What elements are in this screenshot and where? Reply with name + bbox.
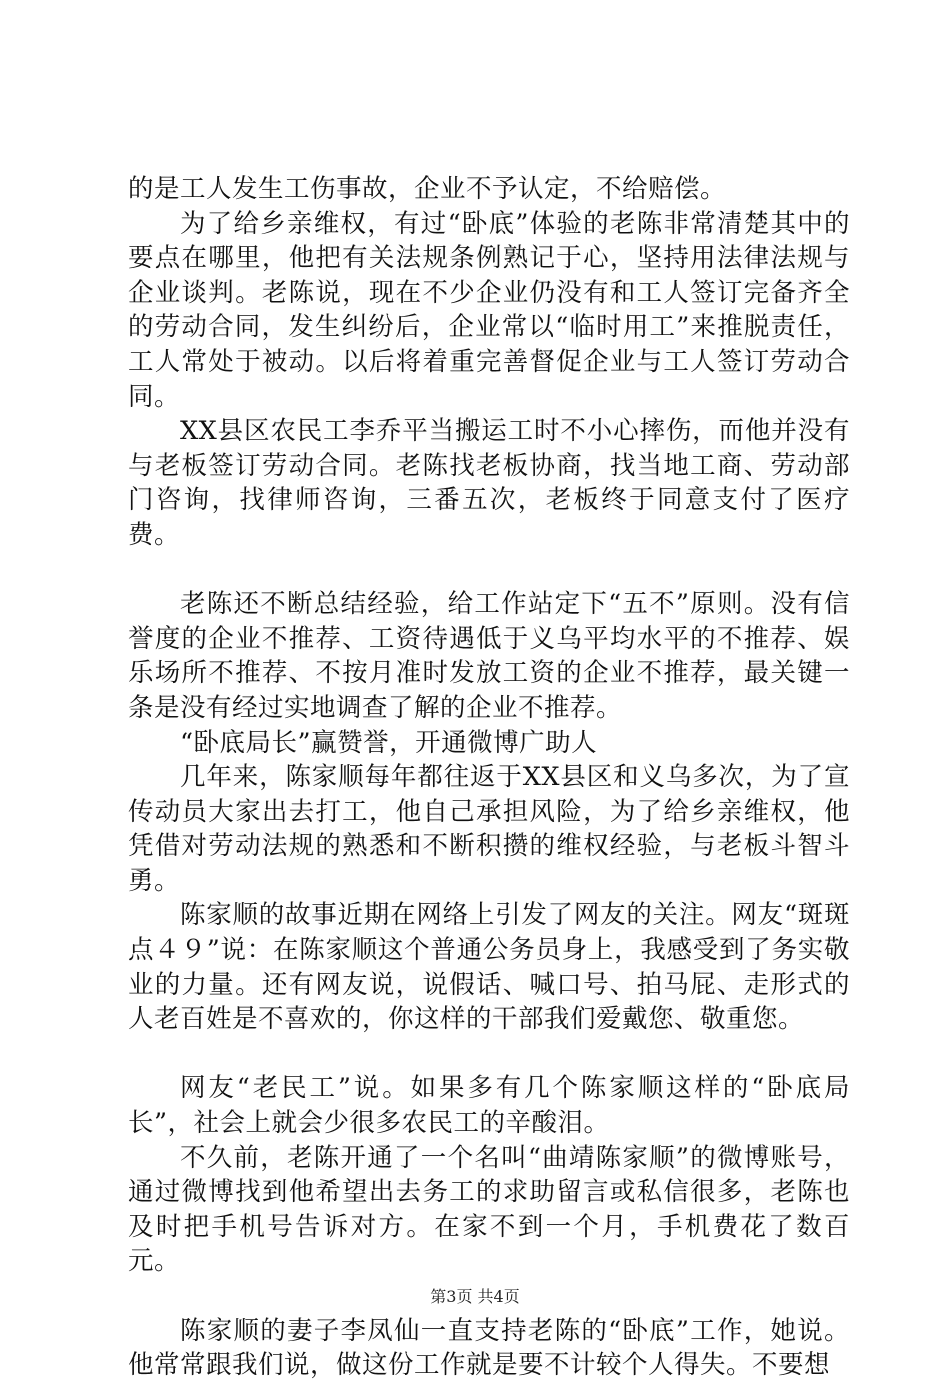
paragraph-wife-support: 陈家顺的妻子李凤仙一直支持老陈的“卧底”工作，她说。他常常跟我们说，做这份工作就是要不计较个人得失。不要想 [128,1315,850,1381]
paragraph-old-migrant-worker: 网友“老民工”说。如果多有几个陈家顺这样的“卧底局长”，社会上就会少很多农民工的辛酸泪。 [128,1073,850,1139]
section-heading: “卧底局长”赢赞誉，开通微博广助人 [180,727,598,758]
paragraph-weibo-account: 不久前，老陈开通了一个名叫“曲靖陈家顺”的微博账号，通过微博找到他希望出去务工的求助留言或私信很多，老陈也及时把手机号告诉对方。在家不到一个月，手机费花了数百元。 [128,1142,850,1277]
page-footer [0,1284,950,1307]
paragraph-continuation: 的是工人发生工伤事故，企业不予认定，不给赔偿。 [128,174,727,204]
paragraph-five-no-principle: 老陈还不断总结经验，给工作站定下“五不”原则。没有信誉度的企业不推荐、工资待遇低于义乌平均水平的不推荐、娱乐场所不推荐、不按月准时发放工资的企业不推荐，最关键一条是没有经过实地调查了解的企业不推荐。 [128,589,850,723]
article-body [128,172,850,1383]
paragraph-netizen-attention: 陈家顺的故事近期在网络上引发了网友的关注。网友“斑斑点４９”说：在陈家顺这个普通公务员身上，我感受到了务实敬业的力量。还有网友说，说假话、喊口号、拍马屁、走形式的人老百姓是不喜欢的，你这样的干部我们爱戴您、敬重您。 [128,900,850,1035]
paragraph-injury-case: XX县区农民工李乔平当搬运工时不小心摔伤，而他并没有与老板签订劳动合同。老陈找老板协商，找当地工商、劳动部门咨询，找律师咨询，三番五次，老板终于同意支付了医疗费。 [128,416,850,550]
paragraph-rights-protection: 为了给乡亲维权，有过“卧底”体验的老陈非常清楚其中的要点在哪里，他把有关法规条例熟记于心，坚持用法律法规与企业谈判。老陈说，现在不少企业仍没有和工人签订完备齐全的劳动合同，发生纠纷后，企业常以“临时用工”来推脱责任，工人常处于被动。以后将着重完善督促企业与工人签订劳动合同。 [128,208,850,412]
paragraph-years-of-work: 几年来，陈家顺每年都往返于XX县区和义乌多次，为了宣传动员大家出去打工，他自己承担风险，为了给乡亲维权，他凭借对劳动法规的熟悉和不断积攒的维权经验，与老板斗智斗勇。 [128,762,850,896]
page-number: 第3页 共4页 [430,1287,520,1306]
